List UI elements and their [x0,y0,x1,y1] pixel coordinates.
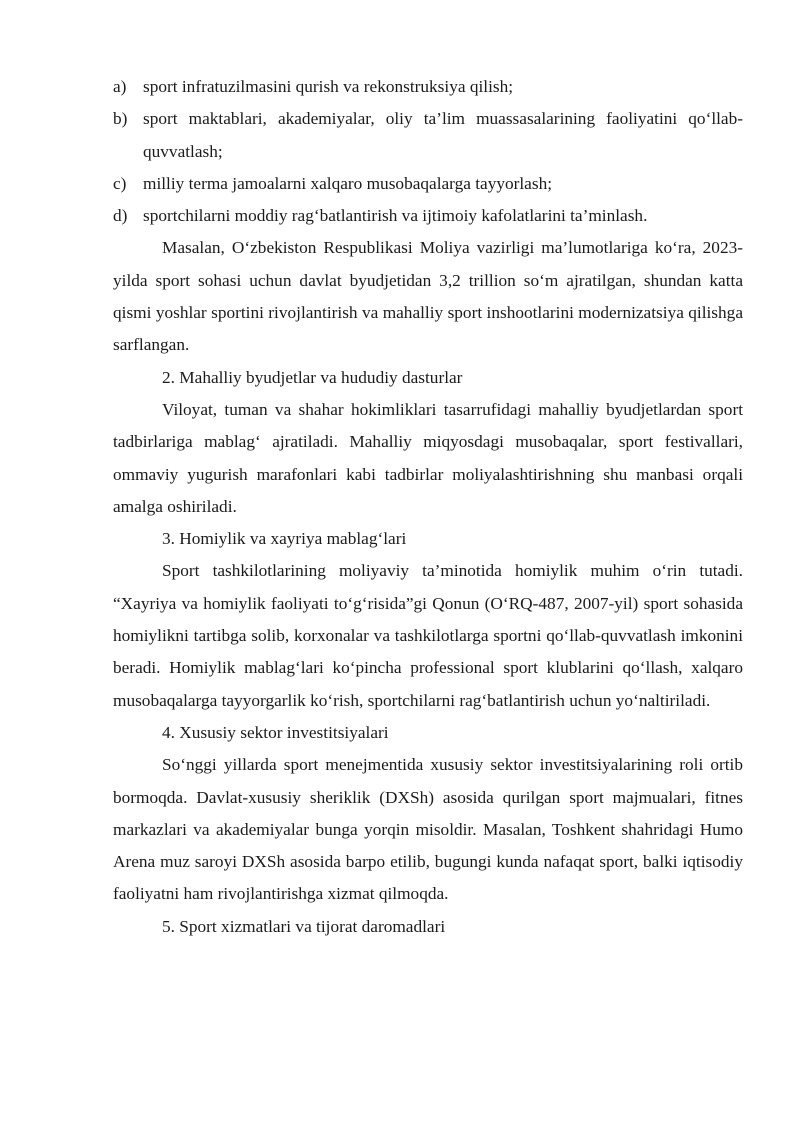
section-heading-sponsorship: 3. Homiylik va xayriya mablag‘lari [162,529,407,549]
list-marker: d) [113,206,128,226]
list-marker: b) [113,109,128,129]
funding-directions-list [113,71,743,232]
list-marker: c) [113,173,127,193]
section-heading-local-budgets: 2. Mahalliy byudjetlar va hududiy dasturlar [162,367,463,387]
section-heading-private-investment: 4. Xususiy sektor investitsiyalari [162,722,389,742]
paragraph-sponsorship: Sport tashkilotlarining moliyaviy ta’minotida homiylik muhim o‘rin tutadi. “Xayriya va homiylik faoliyati to‘g‘risida”gi Qonun (O‘RQ-487, 2007-yil) sport sohasida homiylikni tartibga solib, korxonalar va tashkilotlarga sportni qo‘llab-quvvatlash imkonini beradi. Homiylik mablag‘lari ko‘pincha professional sport klublarini qo‘llash, xalqaro musobaqalarga tayyorgarlik ko‘rish, sportchilarni rag‘batlantirish uchun yo‘naltiriladi. [113,561,743,710]
list-item [113,71,743,103]
list-marker: a) [113,77,127,96]
list-item [113,200,743,232]
list-item [113,168,743,200]
paragraph-local-budgets: Viloyat, tuman va shahar hokimliklari tasarrufidagi mahalliy byudjetlardan sport tadbirlariga mablag‘ ajratiladi. Mahalliy miqyosdagi musobaqalar, sport festivallari, ommaviy yugurish marafonlari kabi tadbirlar moliyalashtirishning shu manbasi orqali amalga oshiriladi. [113,399,743,516]
paragraph-state-budget-example: Masalan, O‘zbekiston Respublikasi Moliya vazirligi ma’lumotlariga ko‘ra, 2023-yilda sport sohasi uchun davlat byudjetidan 3,2 trillion so‘m ajratilgan, shundan katta qismi yoshlar sportini rivojlantirish va mahalliy sport inshootlarini modernizatsiya qilishga sarflangan. [113,238,743,355]
list-item [113,103,743,168]
list-item-text: sport infratuzilmasini qurish va rekonstruksiya qilish; [143,77,514,96]
paragraph-private-investment: So‘nggi yillarda sport menejmentida xususiy sektor investitsiyalarining roli ortib bormoqda. Davlat-xususiy sheriklik (DXSh) asosida qurilgan sport majmualari, fitnes markazlari va akademiyalar bunga yorqin misoldir. Masalan, Toshkent shahridagi Humo Arena muz saroyi DXSh asosida barpo etilib, bugungi kunda nafaqat sport, balki iqtisodiy faoliyatni ham rivojlantirishga xizmat qilmoqda. [113,755,743,904]
section-heading-commercial-revenue: 5. Sport xizmatlari va tijorat daromadlari [162,916,446,936]
list-item-text: milliy terma jamoalarni xalqaro musobaqalarga tayyorlash; [143,173,553,193]
list-item-text: sportchilarni moddiy rag‘batlantirish va ijtimoiy kafolatlarini ta’minlash. [143,206,648,226]
list-item-text: sport maktablari, akademiyalar, oliy ta’lim muassasalarining faoliyatini qo‘llab-quvvatlash; [143,109,743,161]
